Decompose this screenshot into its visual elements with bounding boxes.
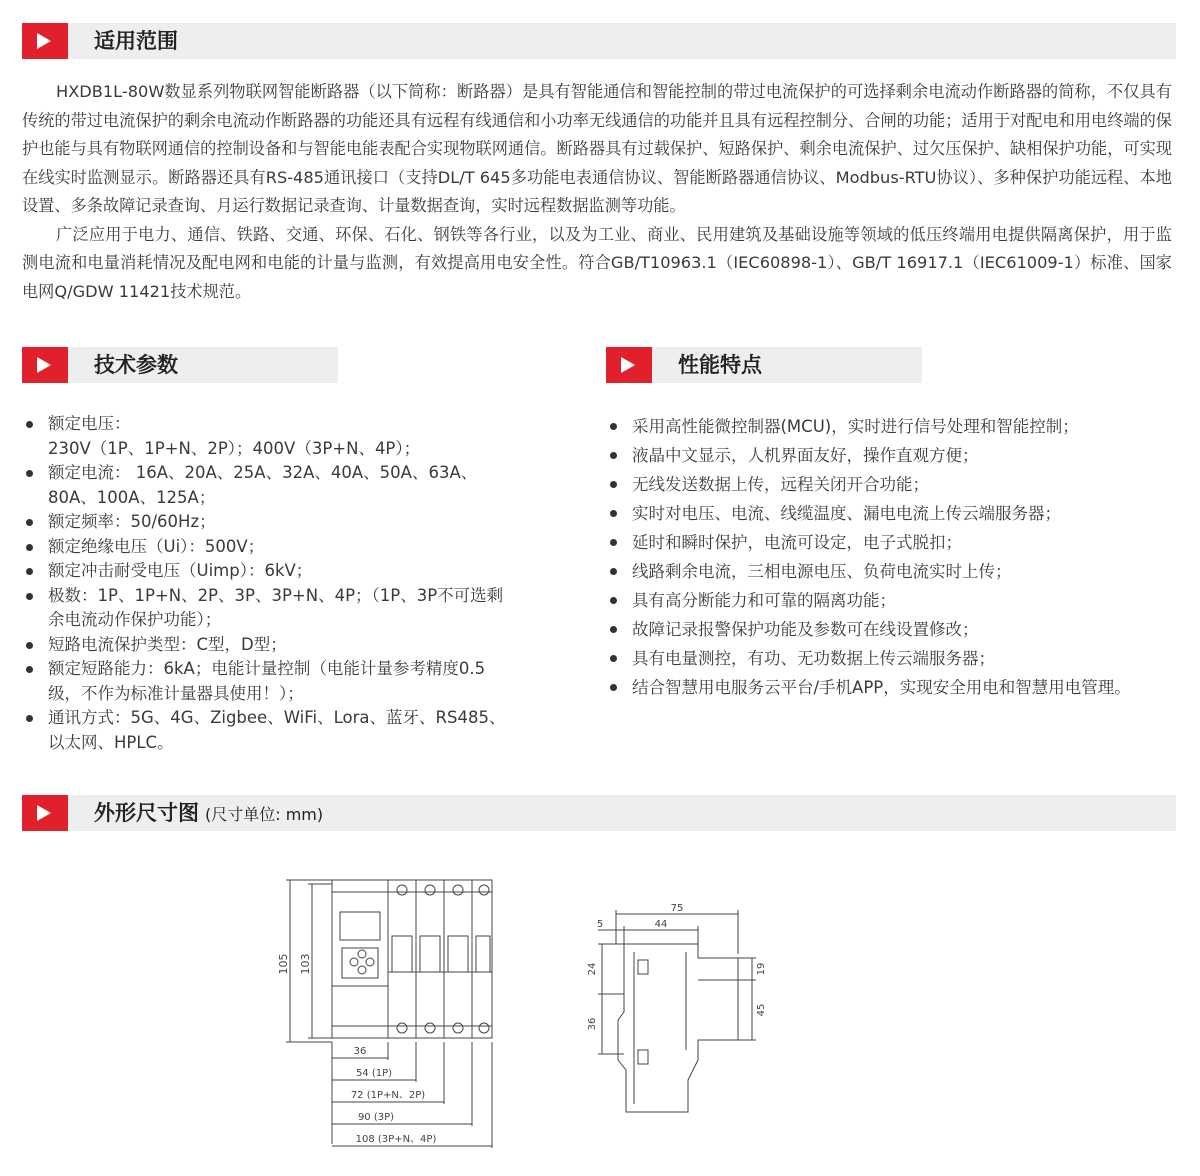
intro-text bbox=[22, 78, 1172, 306]
dim-36-side: 36 bbox=[587, 1017, 598, 1031]
play-arrow-icon bbox=[606, 347, 652, 383]
feature-item: 采用高性能微控制器(MCU)，实时进行信号处理和智能控制； bbox=[606, 412, 1166, 441]
spec-item: 额定绝缘电压（Ui）：500V； bbox=[22, 535, 592, 560]
play-arrow-icon bbox=[22, 23, 68, 59]
feature-item: 具有高分断能力和可靠的隔离功能； bbox=[606, 586, 1166, 615]
spec-item: 额定电流： 16A、20A、25A、32A、40A、50A、63A、 80A、100A、125A； bbox=[22, 461, 592, 510]
feature-item: 液晶中文显示，人机界面友好，操作直观方便； bbox=[606, 441, 1166, 470]
dim-24: 24 bbox=[587, 962, 598, 976]
dim-105: 105 bbox=[277, 953, 290, 975]
feature-item: 实时对电压、电流、线缆温度、漏电电流上传云端服务器； bbox=[606, 499, 1166, 528]
dim-5: 5 bbox=[596, 919, 604, 930]
feature-item: 无线发送数据上传，远程关闭开合功能； bbox=[606, 470, 1166, 499]
features-list bbox=[606, 412, 1166, 702]
feature-item: 结合智慧用电服务云平台/手机APP，实现安全用电和智慧用电管理。 bbox=[606, 673, 1166, 702]
section-title-features: 性能特点 bbox=[678, 353, 762, 377]
play-arrow-icon bbox=[22, 347, 68, 383]
spec-item: 极数：1P、1P+N、2P、3P、3P+N、4P；（1P、3P不可选剩 余电流动作保护功能）； bbox=[22, 584, 592, 633]
section-title-dimensions: 外形尺寸图 (尺寸单位: mm) bbox=[94, 801, 324, 825]
intro-paragraph-1: HXDB1L-80W数显系列物联网智能断路器（以下简称：断路器）是具有智能通信和智能控制的带过电流保护的可选择剩余电流动作断路器的简称，不仅具有传统的带过电流保护的剩余电流动作断路器的功能还具有远程有线通信和小功率无线通信的功能并且具有远程控制分、合闸的功能；适用于对配电和用电终端的保护也能与具有物联网通信的控制设备和与智能电能表配合实现物联网通信。断路器具有过载保护、短路保护、剩余电流保护、过欠压保护、缺相保护功能，可实现在线实时监测显示。断路器还具有RS-485通讯接口（支持DL/T 645多功能电表通信协议、智能断路器通信协议、Modbus-RTU协议）、多种保护功能远程、本地设置、多条故障记录查询、月运行数据记录查询、计量数据查询，实时远程数据监测等功能。 bbox=[22, 82, 1172, 215]
dim-108: 108 (3P+N、4P) bbox=[355, 1134, 437, 1145]
spec-item: 额定频率：50/60Hz； bbox=[22, 510, 592, 535]
dimension-unit: (尺寸单位: mm) bbox=[205, 805, 324, 824]
spec-item: 额定短路能力：6kA；电能计量控制（电能计量参考精度0.5 级，不作为标准计量器具使用！）； bbox=[22, 657, 592, 706]
dim-45: 45 bbox=[756, 1003, 767, 1017]
dim-90: 90 (3P) bbox=[357, 1112, 395, 1123]
section-header-dimensions bbox=[22, 795, 1176, 831]
spec-item: 额定冲击耐受电压（Uimp）：6kV； bbox=[22, 559, 592, 584]
play-arrow-icon bbox=[22, 795, 68, 831]
feature-item: 线路剩余电流，三相电源电压、负荷电流实时上传； bbox=[606, 557, 1166, 586]
spec-item: 额定电压： 230V（1P、1P+N、2P）；400V（3P+N、4P）； bbox=[22, 412, 592, 461]
section-header-scope bbox=[22, 23, 1176, 59]
front-view-drawing bbox=[276, 868, 516, 1158]
feature-item: 具有电量测控，有功、无功数据上传云端服务器； bbox=[606, 644, 1166, 673]
dim-72: 72 (1P+N、2P) bbox=[350, 1090, 426, 1101]
dim-103: 103 bbox=[299, 953, 312, 975]
section-title-specs: 技术参数 bbox=[94, 353, 178, 377]
section-header-features bbox=[606, 347, 922, 383]
dim-54: 54 (1P) bbox=[355, 1068, 393, 1079]
dim-36: 36 bbox=[353, 1046, 367, 1057]
spec-item: 通讯方式：5G、4G、Zigbee、WiFi、Lora、蓝牙、RS485、 以太网、HPLC。 bbox=[22, 706, 592, 755]
intro-paragraph-2: 广泛应用于电力、通信、铁路、交通、环保、石化、钢铁等各行业，以及为工业、商业、民用建筑及基础设施等领域的低压终端用电提供隔离保护，用于监测电流和电量消耗情况及配电网和电能的计量与监测，有效提高用电安全性。符合GB/T10963.1（IEC60898-1）、GB/T 16917.1（IEC61009-1）标准、国家电网Q/GDW 11421技术规范。 bbox=[22, 224, 1172, 301]
dim-19: 19 bbox=[756, 962, 767, 976]
dim-75: 75 bbox=[670, 903, 684, 914]
feature-item: 延时和瞬时保护，电流可设定，电子式脱扣； bbox=[606, 528, 1166, 557]
side-view-drawing bbox=[578, 900, 768, 1120]
dim-44: 44 bbox=[654, 919, 668, 930]
section-header-specs bbox=[22, 347, 338, 383]
feature-item: 故障记录报警保护功能及参数可在线设置修改； bbox=[606, 615, 1166, 644]
spec-item: 短路电流保护类型：C型，D型； bbox=[22, 633, 592, 658]
specs-list bbox=[22, 412, 592, 755]
section-title-scope: 适用范围 bbox=[94, 29, 178, 53]
